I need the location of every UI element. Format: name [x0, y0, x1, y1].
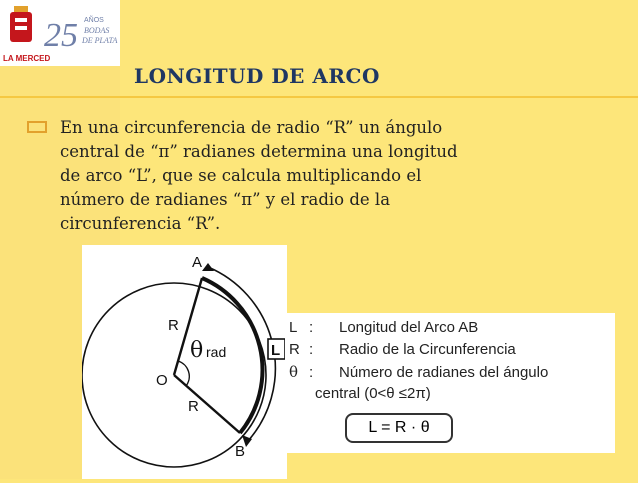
formula-box: L = R · θ	[345, 413, 453, 443]
legend-text: Radio de la Circunferencia	[339, 341, 516, 358]
legend-row-L: L : Longitud del Arco AB	[289, 319, 479, 336]
logo	[0, 0, 120, 66]
slide-title: LONGITUD DE ARCO	[134, 64, 380, 88]
label-B: B	[235, 443, 246, 460]
label-L: L	[271, 342, 281, 359]
legend-row-R: R : Radio de la Circunferencia	[289, 341, 516, 358]
bullet-icon	[26, 120, 48, 134]
legend-key: R	[289, 341, 300, 358]
label-R-bottom: R	[188, 398, 199, 415]
label-A: A	[192, 254, 203, 271]
label-R-top: R	[168, 317, 179, 334]
top-rule	[0, 96, 638, 98]
body-line: circunferencia “R”.	[60, 214, 221, 233]
legend-key: θ	[289, 363, 299, 381]
legend-row-cont	[315, 385, 431, 402]
logo-graphic	[0, 0, 120, 66]
arc-figure	[82, 245, 287, 479]
logo-anniv-text1: AÑOS	[84, 17, 104, 24]
legend-cont-prefix: central	[315, 385, 361, 402]
legend	[285, 313, 615, 453]
label-O: O	[156, 372, 168, 389]
legend-text: Número de radianes del ángulo	[339, 364, 549, 381]
logo-org-text: LA MERCED	[3, 54, 51, 63]
label-rad: rad	[206, 344, 227, 360]
body-paragraph	[60, 116, 560, 236]
crest-crown	[14, 6, 28, 12]
body-line: central de “π” radianes determina una longitud	[60, 142, 458, 161]
legend-key: L	[289, 319, 298, 336]
arrow-head-top	[202, 263, 214, 271]
legend-cont-range: (0<θ ≤2π)	[364, 385, 431, 402]
radius-OB	[174, 375, 240, 433]
label-theta: θ	[190, 338, 204, 363]
legend-text: Longitud del Arco AB	[339, 319, 479, 336]
legend-row-theta: θ : Número de radianes del ángulo	[289, 363, 549, 381]
body-line: de arco “L”, que se calcula multiplicando el	[60, 166, 422, 185]
logo-anniv-number: 25	[44, 17, 78, 54]
crest-band	[15, 18, 27, 22]
logo-anniv-text2: BODAS	[84, 26, 110, 35]
circle-diagram	[82, 245, 287, 479]
body-line: En una circunferencia de radio “R” un ángulo	[60, 118, 443, 137]
crest-band-2	[15, 26, 27, 30]
logo-anniv-text3: DE PLATA	[82, 36, 118, 45]
body-line: número de radianes “π” y el radio de la	[60, 190, 391, 209]
